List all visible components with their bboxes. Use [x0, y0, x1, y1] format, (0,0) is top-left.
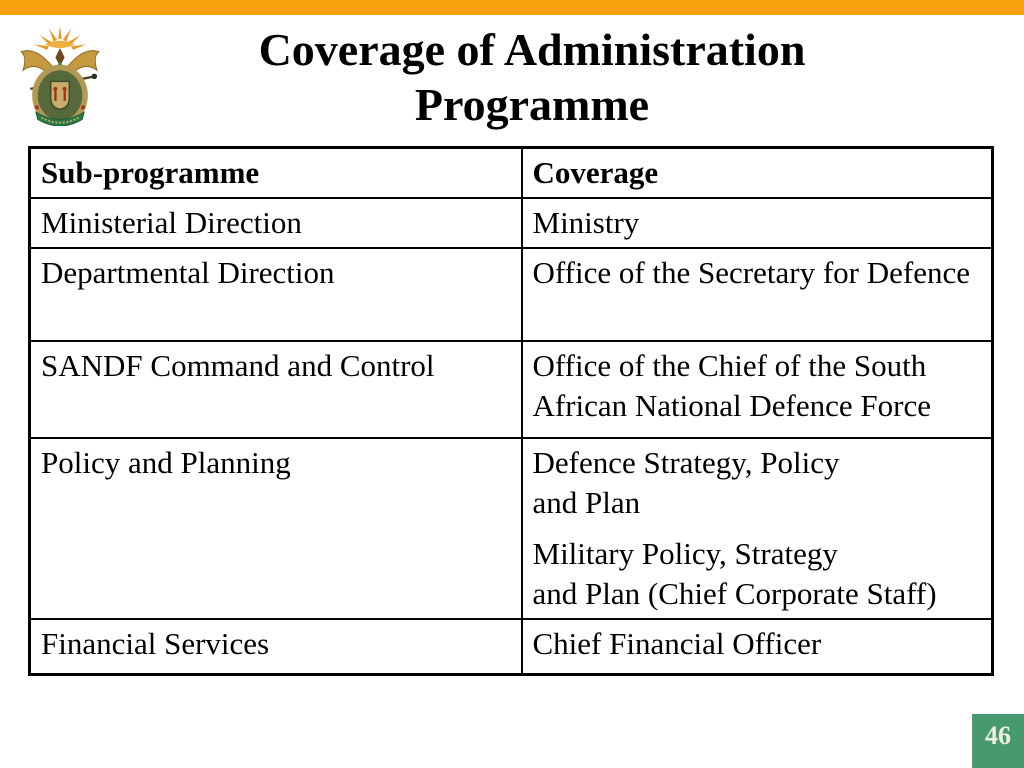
coverage-line: Defence Strategy, Policy [532, 445, 840, 480]
page-number: 46 [985, 721, 1011, 750]
sub-programme-cell: Ministerial Direction [30, 198, 522, 248]
header-coverage: Coverage [522, 148, 993, 199]
page-title-line-2: Programme [414, 79, 650, 130]
page-title-line-1: Coverage of Administration [258, 24, 806, 75]
table-row [30, 248, 993, 341]
page-title [100, 22, 964, 132]
top-accent-bar [0, 0, 1024, 15]
coverage-cell: Ministry [522, 198, 993, 248]
sub-programme-cell: Departmental Direction [30, 248, 522, 341]
table-row [30, 341, 993, 438]
sub-programme-cell: Financial Services [30, 619, 522, 674]
coverage-paragraph [533, 443, 982, 523]
coverage-cell: Office of the Secretary for Defence [522, 248, 993, 341]
coverage-line: and Plan [532, 485, 641, 520]
sun-rays-icon [34, 26, 86, 50]
coverage-cell: Office of the Chief of the South African National Defence Force [522, 341, 993, 438]
sub-programme-cell: SANDF Command and Control [30, 341, 522, 438]
coat-of-arms-logo [12, 24, 108, 126]
coverage-paragraph [533, 534, 982, 614]
header-sub-programme: Sub-programme [30, 148, 522, 199]
wreath-shield-icon [35, 68, 85, 124]
table-header-row [30, 148, 993, 199]
sub-programme-cell: Policy and Planning [30, 438, 522, 619]
protea-icon [81, 105, 85, 109]
protea-icon [35, 105, 39, 109]
coverage-table [28, 146, 994, 676]
coverage-line: and Plan (Chief Corporate Staff) [532, 576, 937, 611]
coverage-line: Military Policy, Strategy [532, 536, 838, 571]
coverage-cell: Chief Financial Officer [522, 619, 993, 674]
page-number-badge [972, 714, 1024, 768]
coverage-cell [522, 438, 993, 619]
table-row [30, 438, 993, 619]
table-row [30, 198, 993, 248]
table-row [30, 619, 993, 674]
